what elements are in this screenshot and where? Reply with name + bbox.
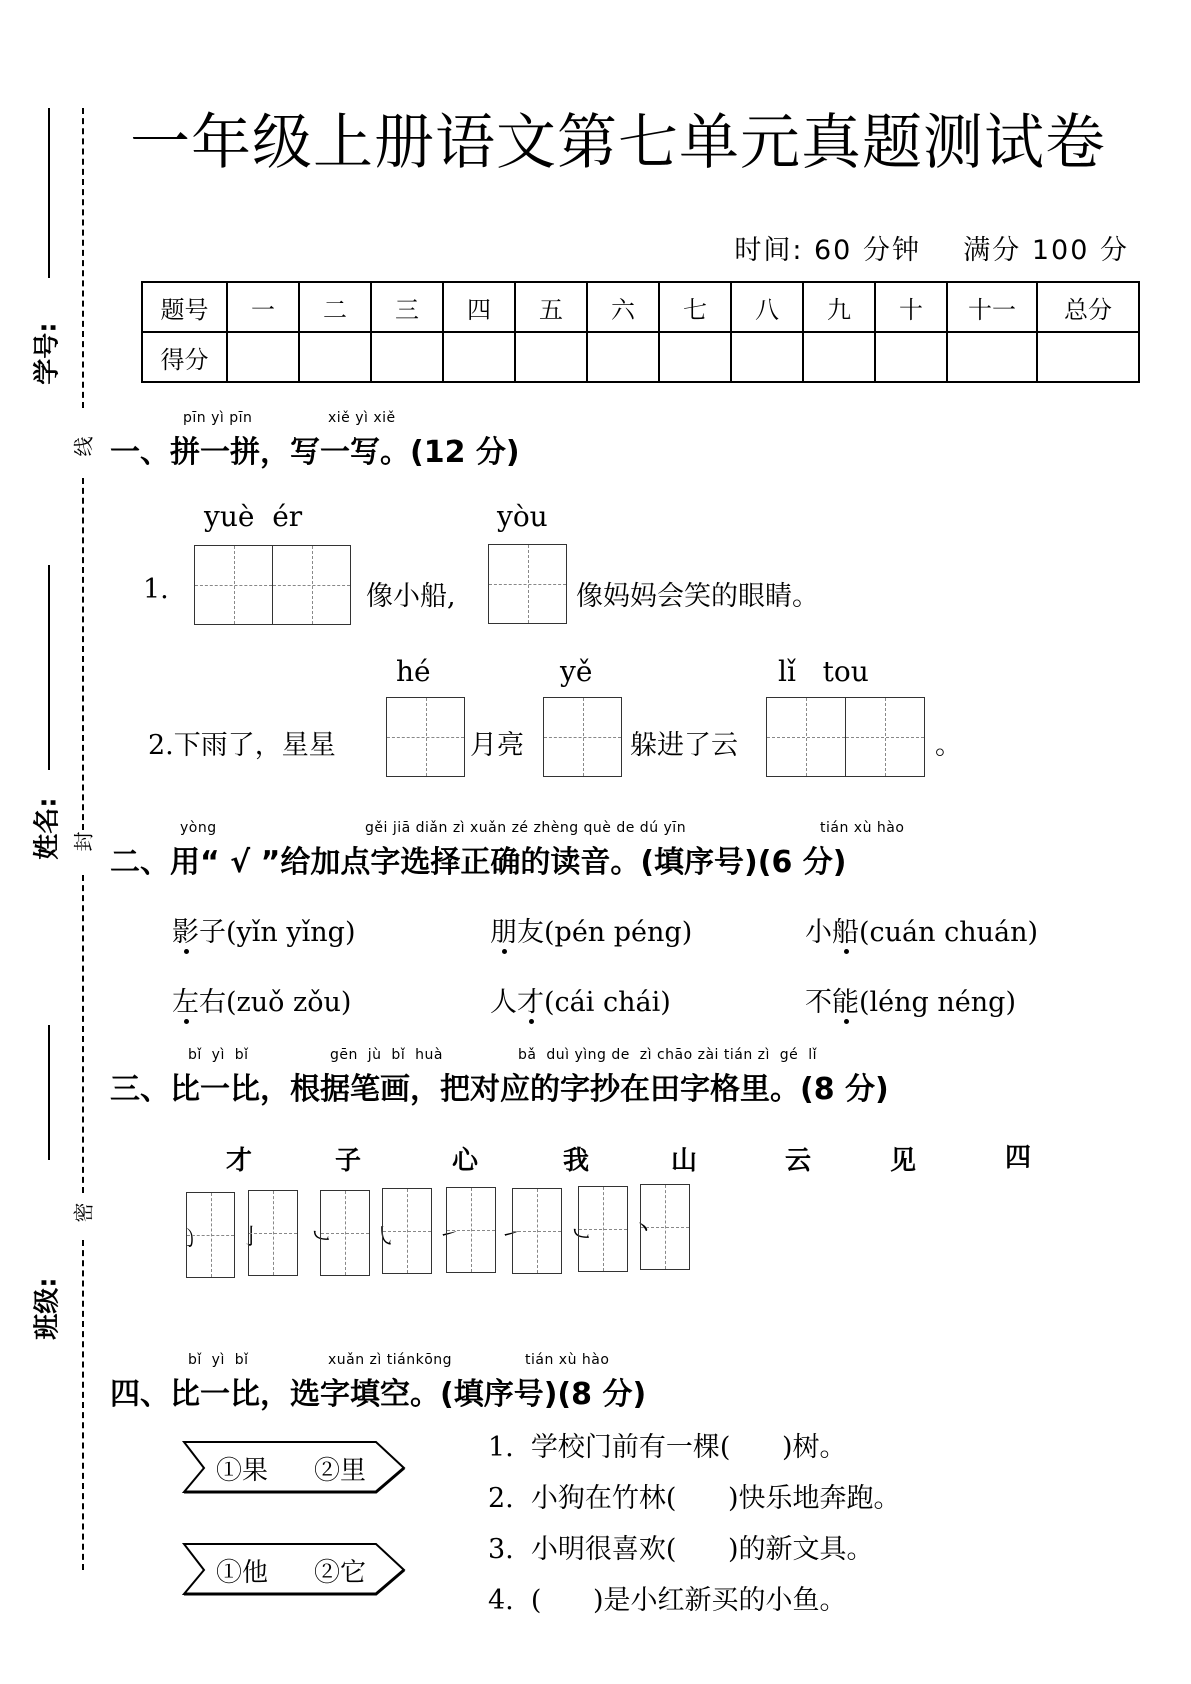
seal-word-secret: 密 bbox=[71, 1202, 96, 1223]
q2-pinyin-3: lǐ tou bbox=[778, 655, 869, 688]
item-post: (léng néng) bbox=[859, 987, 1016, 1018]
class-line bbox=[48, 1025, 50, 1160]
score-cell[interactable] bbox=[443, 332, 515, 382]
full-score: 满分 100 分 bbox=[963, 235, 1129, 266]
page-title: 一年级上册语文第七单元真题测试卷 bbox=[130, 108, 1106, 178]
score-header-cell: 一 bbox=[227, 282, 299, 332]
tianzige-box[interactable] bbox=[272, 545, 351, 625]
tianzige-box[interactable] bbox=[386, 697, 465, 777]
tianzige-box[interactable] bbox=[845, 697, 925, 777]
q2-mid-1: 月亮 bbox=[470, 730, 524, 761]
score-header-cell: 总分 bbox=[1037, 282, 1139, 332]
section3-heading: 三、比一比，根据笔画，把对应的字抄在田字格里。(8 分) bbox=[110, 1072, 889, 1107]
section2-pinyin-1: yòng bbox=[180, 820, 217, 836]
q1-pinyin-1: yuè ér bbox=[204, 500, 303, 533]
choice-arrow-shape bbox=[180, 1540, 410, 1600]
reading-item[interactable] bbox=[805, 910, 1038, 949]
score-header-cell: 四 bbox=[443, 282, 515, 332]
score-cell[interactable] bbox=[947, 332, 1037, 382]
stroke-glyph: 丶 bbox=[632, 1217, 655, 1242]
tianzige-box[interactable] bbox=[640, 1184, 690, 1270]
section3-pinyin-3: bǎ duì yìng de zì chāo zài tián zì gé lǐ bbox=[518, 1047, 817, 1063]
q1-text-1: 像小船, bbox=[366, 581, 456, 612]
fill-question[interactable]: 2. 小狗在竹林( )快乐地奔跑。 bbox=[488, 1483, 901, 1514]
reading-item[interactable] bbox=[172, 980, 351, 1019]
score-cell[interactable] bbox=[875, 332, 947, 382]
stroke-glyph: ㇃ bbox=[310, 1225, 333, 1250]
section1-heading: 一、拼一拼，写一写。(12 分) bbox=[110, 435, 520, 470]
section2-heading: 二、用“ √ ”给加点字选择正确的读音。(填序号)(6 分) bbox=[110, 845, 847, 880]
q1-number: 1. bbox=[143, 574, 169, 605]
stroke-glyph: ㇂ bbox=[374, 1225, 397, 1250]
tianzige-box[interactable] bbox=[194, 545, 273, 625]
score-header-cell: 二 bbox=[299, 282, 371, 332]
sample-char: 山 bbox=[671, 1146, 698, 1176]
seal-dashed-line bbox=[82, 108, 84, 408]
sample-char: 见 bbox=[890, 1146, 917, 1176]
stroke-glyph: ㇁ bbox=[178, 1227, 201, 1252]
seal-word-seal: 封 bbox=[71, 831, 96, 852]
item-pre: 小 bbox=[805, 917, 832, 948]
section4-heading: 四、比一比，选字填空。(填序号)(8 分) bbox=[110, 1377, 647, 1412]
section1-pinyin-b: xiě yì xiě bbox=[328, 410, 396, 426]
stroke-glyph: ㇃ bbox=[570, 1223, 593, 1248]
section2-pinyin-3: tián xù hào bbox=[820, 820, 905, 836]
sample-char: 四 bbox=[1005, 1143, 1032, 1173]
score-cell[interactable] bbox=[731, 332, 803, 382]
student-id-line bbox=[48, 108, 50, 278]
stroke-glyph: ㇀ bbox=[500, 1223, 523, 1248]
choice-b: ②它 bbox=[314, 1558, 367, 1588]
choice-arrow-shape bbox=[180, 1438, 410, 1498]
dotted-char: 朋 bbox=[490, 917, 517, 948]
fill-question[interactable]: 4. ( )是小红新买的小鱼。 bbox=[488, 1585, 847, 1616]
score-header-cell: 三 bbox=[371, 282, 443, 332]
tianzige-box[interactable] bbox=[488, 544, 567, 624]
score-header-cell: 题号 bbox=[142, 282, 227, 332]
tianzige-box[interactable] bbox=[248, 1190, 298, 1276]
seal-word-line: 线 bbox=[71, 436, 96, 457]
item-post: (cái chái) bbox=[544, 987, 671, 1018]
score-header-cell: 八 bbox=[731, 282, 803, 332]
reading-item[interactable] bbox=[172, 910, 356, 949]
name-label: 姓名: bbox=[32, 797, 63, 860]
seal-dashed-line bbox=[82, 1240, 84, 1570]
item-post: 右(zuǒ zǒu) bbox=[199, 987, 352, 1018]
seal-dashed-line bbox=[82, 875, 84, 1193]
tianzige-box[interactable] bbox=[446, 1187, 496, 1273]
reading-item[interactable] bbox=[490, 910, 692, 949]
q2-pinyin-2: yě bbox=[560, 655, 593, 688]
item-post: 子(yǐn yǐng) bbox=[199, 917, 356, 948]
score-row-label: 得分 bbox=[142, 332, 227, 382]
section4-pinyin-1: bǐ yì bǐ bbox=[188, 1352, 249, 1368]
section4-pinyin-2: xuǎn zì tiánkōng bbox=[328, 1352, 453, 1368]
q2-pinyin-1: hé bbox=[396, 655, 431, 688]
sample-char: 云 bbox=[785, 1146, 812, 1176]
item-pre: 人 bbox=[490, 987, 517, 1018]
stroke-glyph: ㇀ bbox=[438, 1223, 461, 1248]
sample-char: 心 bbox=[452, 1146, 479, 1176]
item-pre: 不 bbox=[805, 987, 832, 1018]
section3-pinyin-1: bǐ yì bǐ bbox=[188, 1047, 249, 1063]
choice-a: ①他 bbox=[216, 1558, 269, 1588]
dotted-char: 左 bbox=[172, 987, 199, 1018]
section1-pinyin-a: pīn yì pīn bbox=[183, 410, 253, 426]
score-header-cell: 六 bbox=[587, 282, 659, 332]
reading-item[interactable] bbox=[490, 980, 671, 1019]
q1-pinyin-2: yòu bbox=[497, 500, 548, 533]
student-id-label: 学号: bbox=[32, 322, 63, 385]
score-cell[interactable] bbox=[371, 332, 443, 382]
score-cell[interactable] bbox=[587, 332, 659, 382]
exam-meta bbox=[734, 228, 1129, 267]
score-cell[interactable] bbox=[659, 332, 731, 382]
sample-char: 才 bbox=[226, 1146, 253, 1176]
score-cell[interactable] bbox=[803, 332, 875, 382]
tianzige-box[interactable] bbox=[578, 1186, 628, 1272]
tianzige-box[interactable] bbox=[186, 1192, 235, 1278]
q2-prefix: 2.下雨了，星星 bbox=[148, 730, 336, 761]
score-table-score-row bbox=[142, 332, 1139, 382]
dotted-char: 才 bbox=[517, 987, 544, 1018]
tianzige-box[interactable] bbox=[512, 1188, 562, 1274]
seal-dashed-line bbox=[82, 478, 84, 830]
fill-question[interactable]: 3. 小明很喜欢( )的新文具。 bbox=[488, 1534, 874, 1565]
time-info: 时间: 60 分钟 bbox=[734, 235, 921, 266]
q2-end: 。 bbox=[935, 730, 962, 761]
section4-pinyin-3: tián xù hào bbox=[525, 1352, 610, 1368]
score-header-cell: 九 bbox=[803, 282, 875, 332]
section2-pinyin-2: gěi jiā diǎn zì xuǎn zé zhèng què de dú yīn bbox=[365, 820, 687, 836]
tianzige-box[interactable] bbox=[382, 1188, 432, 1274]
reading-item[interactable] bbox=[805, 980, 1016, 1019]
choice-a: ①果 bbox=[216, 1456, 269, 1486]
score-cell[interactable] bbox=[1037, 332, 1139, 382]
q1-text-2: 像妈妈会笑的眼睛。 bbox=[576, 581, 819, 612]
score-header-cell: 十一 bbox=[947, 282, 1037, 332]
score-table bbox=[141, 281, 1140, 383]
q2-mid-2: 躲进了云 bbox=[630, 730, 738, 761]
dotted-char: 能 bbox=[832, 987, 859, 1018]
score-header-cell: 七 bbox=[659, 282, 731, 332]
score-cell[interactable] bbox=[515, 332, 587, 382]
tianzige-box[interactable] bbox=[766, 697, 846, 777]
score-cell[interactable] bbox=[299, 332, 371, 382]
score-header-cell: 五 bbox=[515, 282, 587, 332]
sample-char: 我 bbox=[563, 1146, 590, 1176]
class-label: 班级: bbox=[32, 1277, 63, 1340]
fill-question[interactable]: 1. 学校门前有一棵( )树。 bbox=[488, 1432, 847, 1463]
score-cell[interactable] bbox=[227, 332, 299, 382]
sample-char: 子 bbox=[335, 1146, 362, 1176]
dotted-char: 船 bbox=[832, 917, 859, 948]
score-table-header-row bbox=[142, 282, 1139, 332]
tianzige-box[interactable] bbox=[543, 697, 622, 777]
name-line bbox=[48, 565, 50, 770]
dotted-char: 影 bbox=[172, 917, 199, 948]
stroke-glyph: 亅 bbox=[240, 1225, 263, 1250]
score-header-cell: 十 bbox=[875, 282, 947, 332]
tianzige-box[interactable] bbox=[320, 1190, 370, 1276]
item-post: (cuán chuán) bbox=[859, 917, 1039, 948]
item-post: 友(pén péng) bbox=[517, 917, 693, 948]
choice-b: ②里 bbox=[314, 1456, 367, 1486]
section3-pinyin-2: gēn jù bǐ huà bbox=[330, 1047, 443, 1063]
